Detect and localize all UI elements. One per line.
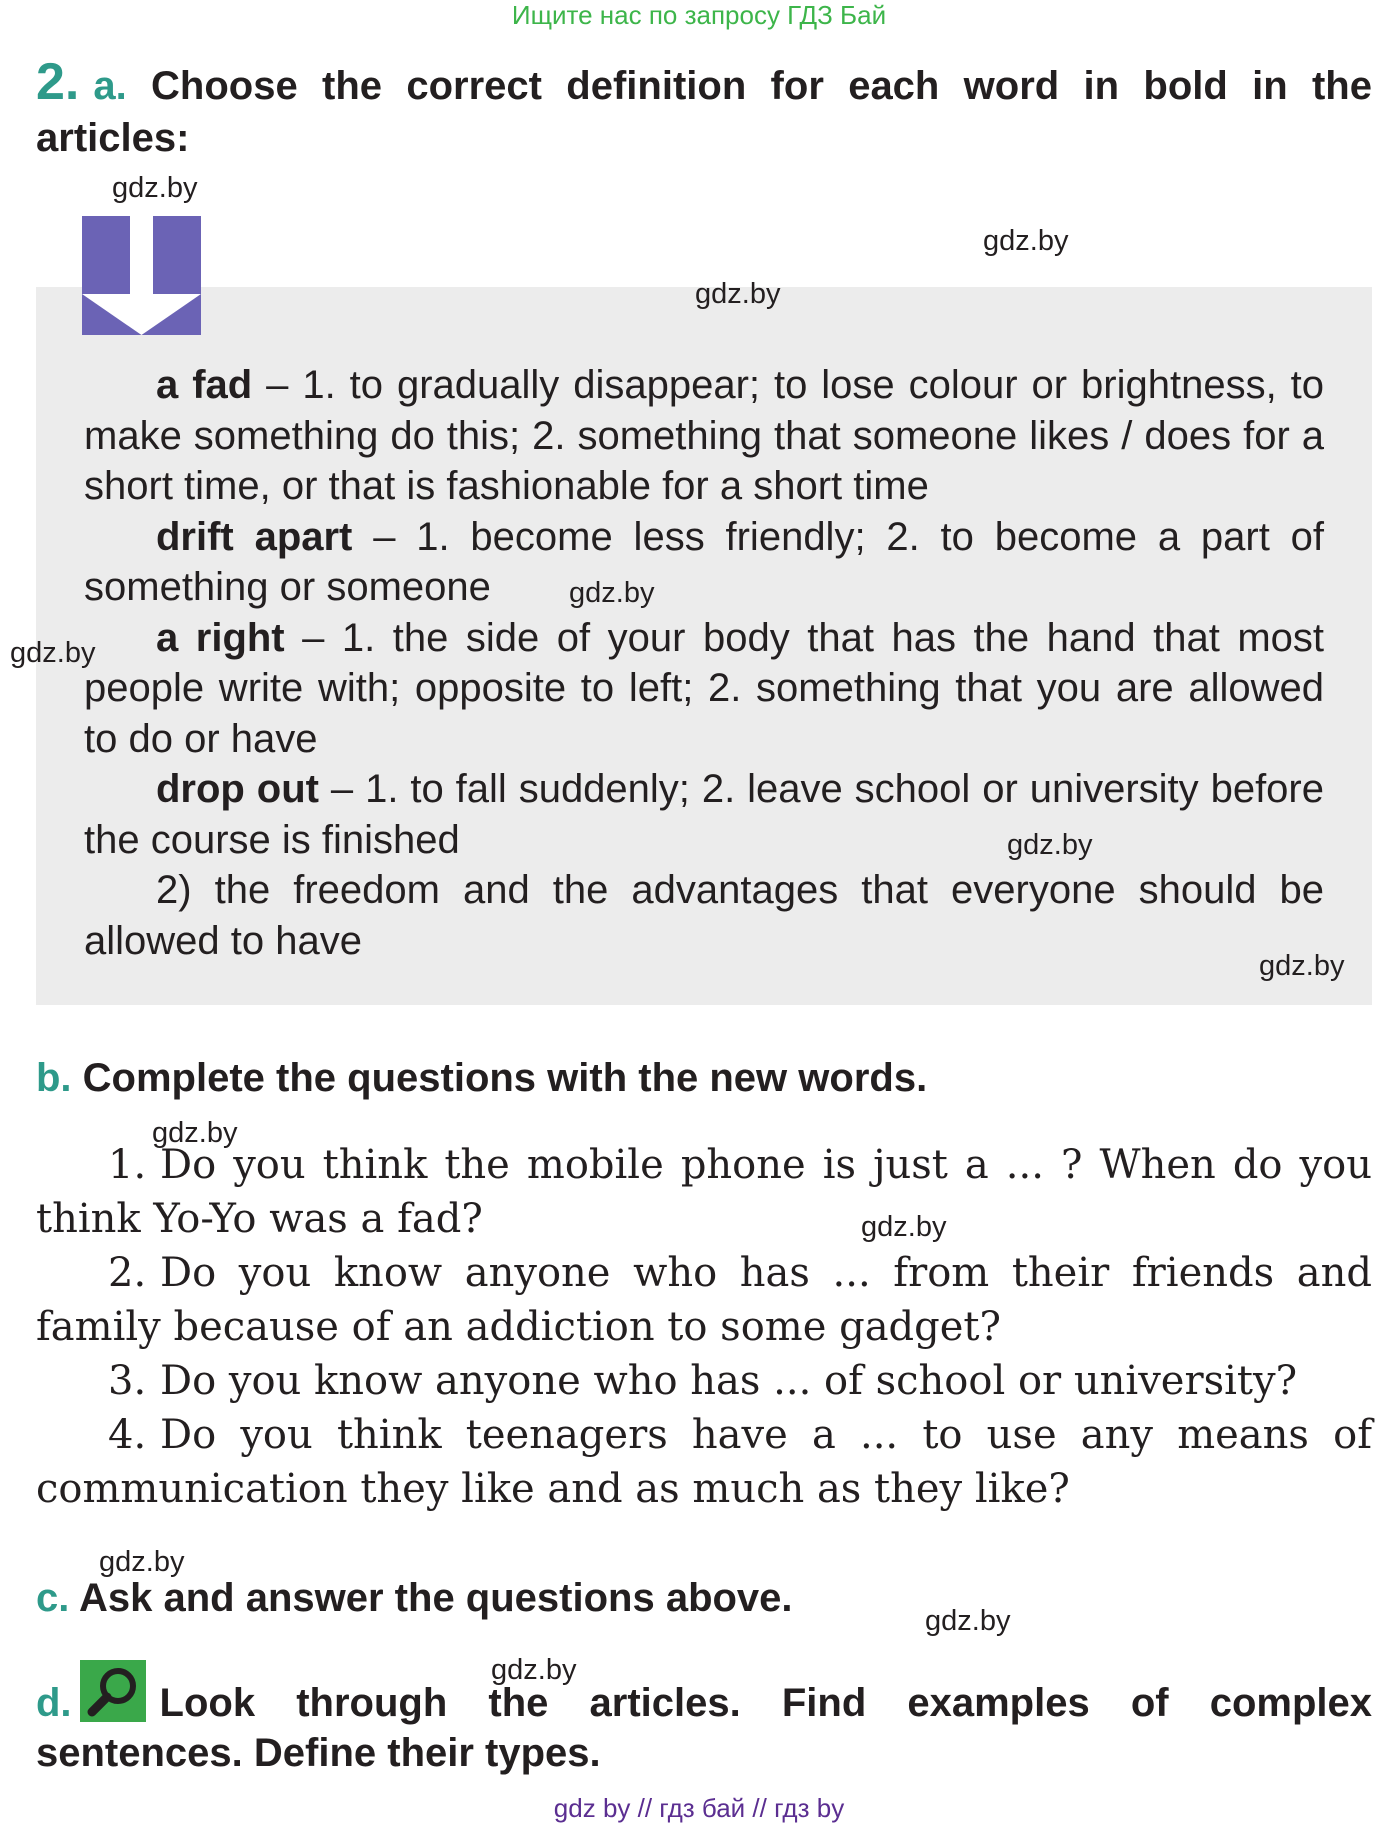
definition-term: drift apart xyxy=(156,514,353,559)
question-item xyxy=(36,1354,1372,1408)
definition-text: – 1. become less friendly; 2. to become a part of something or someone xyxy=(84,514,1324,609)
definition-item xyxy=(84,512,1324,613)
definition-term: drop out xyxy=(156,767,319,811)
watermark: gdz.by xyxy=(1259,950,1345,982)
question-item xyxy=(36,1138,1372,1246)
part-d-heading xyxy=(36,1660,1372,1778)
top-banner: Ищите нас по запросу ГДЗ Бай xyxy=(511,0,887,30)
questions-list xyxy=(36,1138,1372,1516)
watermark: gdz.by xyxy=(152,1117,238,1149)
question-number: 4. xyxy=(108,1412,147,1458)
definition-item xyxy=(84,613,1324,765)
part-a-letter: a. xyxy=(93,64,127,108)
definition-text: – 1. the side of your body that has the hand that most people write with; opposite to left; 2. something that you are allowed to do or have xyxy=(84,615,1325,761)
definition-text: 2) the freedom and the advantages that everyone should be allowed to have xyxy=(84,868,1324,963)
question-text: Do you think teenagers have a ... to use any means of communication they like and as much as they like? xyxy=(36,1412,1372,1512)
watermark: gdz.by xyxy=(1007,829,1093,861)
question-item xyxy=(36,1246,1372,1354)
watermark: gdz.by xyxy=(983,225,1069,257)
part-a-instruction: Choose the correct definition for each word in bold in the articles: xyxy=(36,64,1372,160)
part-b-heading xyxy=(36,1053,927,1103)
definition-item xyxy=(84,360,1324,512)
definition-item xyxy=(84,865,1324,966)
question-text: Do you know anyone who has ... of school or university? xyxy=(160,1358,1298,1404)
exercise-heading xyxy=(36,53,1372,164)
watermark: gdz.by xyxy=(112,172,198,204)
magnifier-icon xyxy=(80,1660,146,1722)
part-c-instruction: Ask and answer the questions above. xyxy=(79,1576,793,1620)
question-text: Do you think the mobile phone is just a ... ? When do you think Yo-Yo was a fad? xyxy=(36,1142,1372,1242)
part-b-instruction: Complete the questions with the new words. xyxy=(82,1056,928,1100)
watermark: gdz.by xyxy=(695,278,781,310)
watermark: gdz.by xyxy=(491,1654,577,1686)
question-number: 3. xyxy=(108,1358,147,1404)
watermark: gdz.by xyxy=(569,577,655,609)
question-number: 2. xyxy=(108,1250,147,1296)
watermark: gdz.by xyxy=(10,637,96,669)
part-c-heading xyxy=(36,1573,793,1623)
footer-links: gdz by // гдз бай // гдз by xyxy=(553,1793,845,1823)
watermark: gdz.by xyxy=(925,1605,1011,1637)
definition-term: a fad xyxy=(156,363,253,407)
question-item xyxy=(36,1408,1372,1516)
watermark: gdz.by xyxy=(861,1211,947,1243)
question-text: Do you know anyone who has ... from their friends and family because of an addiction to some gadget? xyxy=(36,1250,1372,1350)
definitions-list xyxy=(84,360,1324,966)
definition-text: – 1. to fall suddenly; 2. leave school or university before the course is finished xyxy=(84,767,1324,862)
part-b-letter: b. xyxy=(36,1056,72,1100)
definition-text: – 1. to gradually disappear; to lose colour or brightness, to make something do this; 2. something that someone likes / does for a short time, or that is fashionable for a short time xyxy=(84,363,1325,508)
exercise-number: 2. xyxy=(36,53,80,111)
question-number: 1. xyxy=(108,1142,147,1188)
part-d-instruction: Look through the articles. Find examples of complex sentences. Define their types. xyxy=(36,1681,1372,1775)
part-d-letter: d. xyxy=(36,1681,72,1725)
definition-term: a right xyxy=(156,615,285,660)
watermark: gdz.by xyxy=(99,1546,185,1578)
down-arrow-icon xyxy=(82,216,201,335)
part-c-letter: c. xyxy=(36,1576,70,1620)
definition-item xyxy=(84,764,1324,865)
